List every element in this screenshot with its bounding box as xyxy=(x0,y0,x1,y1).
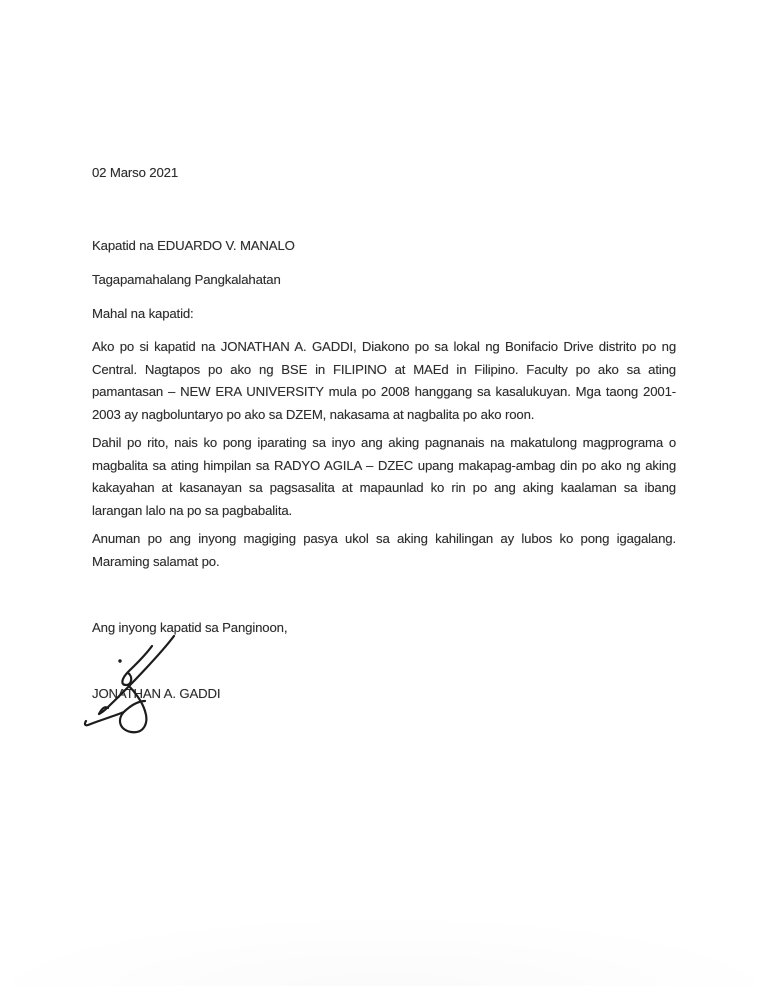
paragraph-line: Anuman po ang inyong magiging pasya ukol sa aking kahilingan ay lubos ko pong igagalang. xyxy=(92,531,676,546)
recipient-title: Tagapamahalang Pangkalahatan xyxy=(92,271,281,287)
paragraph-line: Central. Nagtapos po ako ng BSE in FILIPINO at MAEd in Filipino. Faculty po ako sa ating xyxy=(92,361,676,377)
letter-body xyxy=(92,336,676,573)
body-paragraph xyxy=(92,336,676,426)
closing-line: Ang inyong kapatid sa Panginoon, xyxy=(92,620,288,635)
paragraph-line: magbalita sa ating himpilan sa RADYO AGILA – DZEC upang makapag-ambag din po ako ng aking xyxy=(92,457,676,473)
paragraph-line: Dahil po rito, nais ko pong iparating sa inyo ang aking pagnanais na makatulong magprograma o xyxy=(92,435,676,450)
body-paragraph xyxy=(92,432,676,522)
salutation: Mahal na kapatid: xyxy=(92,305,194,321)
signatory-name: JONATHAN A. GADDI xyxy=(92,686,221,701)
recipient-name: Kapatid na EDUARDO V. MANALO xyxy=(92,237,295,253)
letter-content xyxy=(92,0,676,706)
letter-date: 02 Marso 2021 xyxy=(92,165,179,180)
paragraph-line: kakayahan at kasanayan sa pagsasalita at mapaunlad ko rin po ang aking kaalaman sa ibang xyxy=(92,480,676,495)
paragraph-line: larangan lalo na po sa pagbabalita. xyxy=(92,502,293,518)
paragraph-line: pamantasan – NEW ERA UNIVERSITY mula po 2008 hanggang sa kasalukuyan. Mga taong 2001- xyxy=(92,384,676,399)
body-paragraph xyxy=(92,528,676,573)
paragraph-line: 2003 ay nagboluntaryo po ako sa DZEM, nakasama at nagbalita po ako roon. xyxy=(92,406,535,422)
paragraph-line: Maraming salamat po. xyxy=(92,553,220,569)
paragraph-line: Ako po si kapatid na JONATHAN A. GADDI, Diakono po sa lokal ng Bonifacio Drive distrito po ng xyxy=(92,339,676,354)
